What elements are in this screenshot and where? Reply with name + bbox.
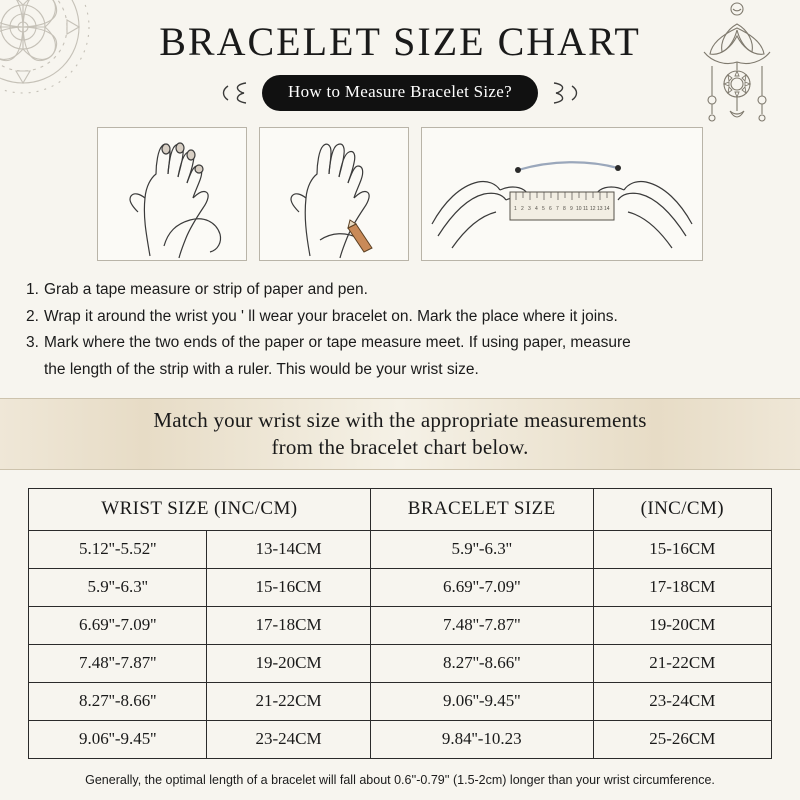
cell-wrist-in: 5.12''-5.52'' [29, 530, 207, 568]
cell-wrist-cm: 21-22CM [207, 682, 370, 720]
step-number: 3. [26, 334, 39, 352]
cell-bracelet-in: 5.9''-6.3'' [370, 530, 593, 568]
lotus-icon [682, 0, 792, 130]
cell-bracelet-in: 9.84''-10.23 [370, 720, 593, 758]
table-row [29, 720, 772, 758]
svg-text:5: 5 [542, 206, 545, 212]
svg-text:1: 1 [514, 206, 517, 212]
cell-wrist-in: 6.69''-7.09'' [29, 606, 207, 644]
svg-text:8: 8 [563, 206, 566, 212]
table-row [29, 530, 772, 568]
cell-wrist-in: 9.06''-9.45'' [29, 720, 207, 758]
cell-bracelet-in: 7.48''-7.87'' [370, 606, 593, 644]
instruction-steps [26, 277, 774, 384]
measuring-with-ruler-photo [421, 127, 703, 261]
step-text: Grab a tape measure or strip of paper and pen. [44, 281, 368, 298]
svg-text:12: 12 [590, 206, 596, 212]
cell-wrist-cm: 15-16CM [207, 568, 370, 606]
svg-text:2: 2 [521, 206, 524, 212]
list-item [26, 304, 774, 331]
subtitle-row [0, 75, 800, 111]
table-row [29, 682, 772, 720]
footnote: Generally, the optimal length of a bracelet will fall about 0.6''-0.79'' (1.5-2cm) longer than your wrist circumference. [85, 772, 715, 787]
header-bracelet-size: BRACELET SIZE [370, 488, 593, 530]
cell-bracelet-cm: 15-16CM [593, 530, 771, 568]
table-header-row [29, 488, 772, 530]
cell-bracelet-in: 8.27''-8.66'' [370, 644, 593, 682]
step-number: 1. [26, 281, 39, 298]
cell-bracelet-cm: 17-18CM [593, 568, 771, 606]
banner [0, 398, 800, 470]
svg-text:10: 10 [576, 206, 582, 212]
instruction-photos [0, 127, 800, 261]
cell-bracelet-cm: 19-20CM [593, 606, 771, 644]
subtitle-pill: How to Measure Bracelet Size? [262, 75, 538, 111]
svg-text:11: 11 [583, 206, 589, 212]
cell-wrist-cm: 17-18CM [207, 606, 370, 644]
mandala-icon [0, 0, 98, 102]
step-text: Wrap it around the wrist you ' ll wear your bracelet on. Mark the place where it joins. [44, 307, 618, 325]
hand-with-tape-measure-photo [97, 127, 247, 261]
header-bracelet-units: (INC/CM) [593, 488, 771, 530]
hand-wrapping-wrist-photo [259, 127, 409, 261]
svg-text:14: 14 [604, 206, 610, 212]
cell-wrist-in: 7.48''-7.87'' [29, 644, 207, 682]
size-table [28, 488, 772, 759]
svg-text:6: 6 [549, 206, 552, 212]
header-wrist-size: WRIST SIZE (INC/CM) [29, 488, 371, 530]
flourish-icon [548, 77, 580, 109]
banner-line-2: from the bracelet chart below. [271, 434, 529, 459]
svg-text:7: 7 [556, 206, 559, 212]
cell-bracelet-cm: 25-26CM [593, 720, 771, 758]
svg-text:13: 13 [597, 206, 603, 212]
cell-wrist-cm: 13-14CM [207, 530, 370, 568]
svg-text:9: 9 [570, 206, 573, 212]
flourish-icon [220, 77, 252, 109]
cell-bracelet-cm: 21-22CM [593, 644, 771, 682]
svg-text:4: 4 [535, 206, 538, 212]
banner-line-1: Match your wrist size with the appropriate measurements [153, 408, 647, 433]
page-title: BRACELET SIZE CHART [159, 19, 641, 64]
cell-bracelet-in: 9.06''-9.45'' [370, 682, 593, 720]
cell-wrist-in: 5.9''-6.3'' [29, 568, 207, 606]
list-item [26, 277, 774, 304]
svg-text:3: 3 [528, 206, 531, 212]
table-row [29, 568, 772, 606]
cell-wrist-cm: 23-24CM [207, 720, 370, 758]
cell-bracelet-cm: 23-24CM [593, 682, 771, 720]
step-text: Mark where the two ends of the paper or tape measure meet. If using paper, measure [44, 334, 631, 352]
list-item [26, 330, 774, 357]
table-row [29, 606, 772, 644]
step-text-continued: the length of the strip with a ruler. This would be your wrist size. [44, 360, 479, 378]
step-number: 2. [26, 307, 39, 325]
cell-bracelet-in: 6.69''-7.09'' [370, 568, 593, 606]
table-row [29, 644, 772, 682]
cell-wrist-in: 8.27''-8.66'' [29, 682, 207, 720]
cell-wrist-cm: 19-20CM [207, 644, 370, 682]
